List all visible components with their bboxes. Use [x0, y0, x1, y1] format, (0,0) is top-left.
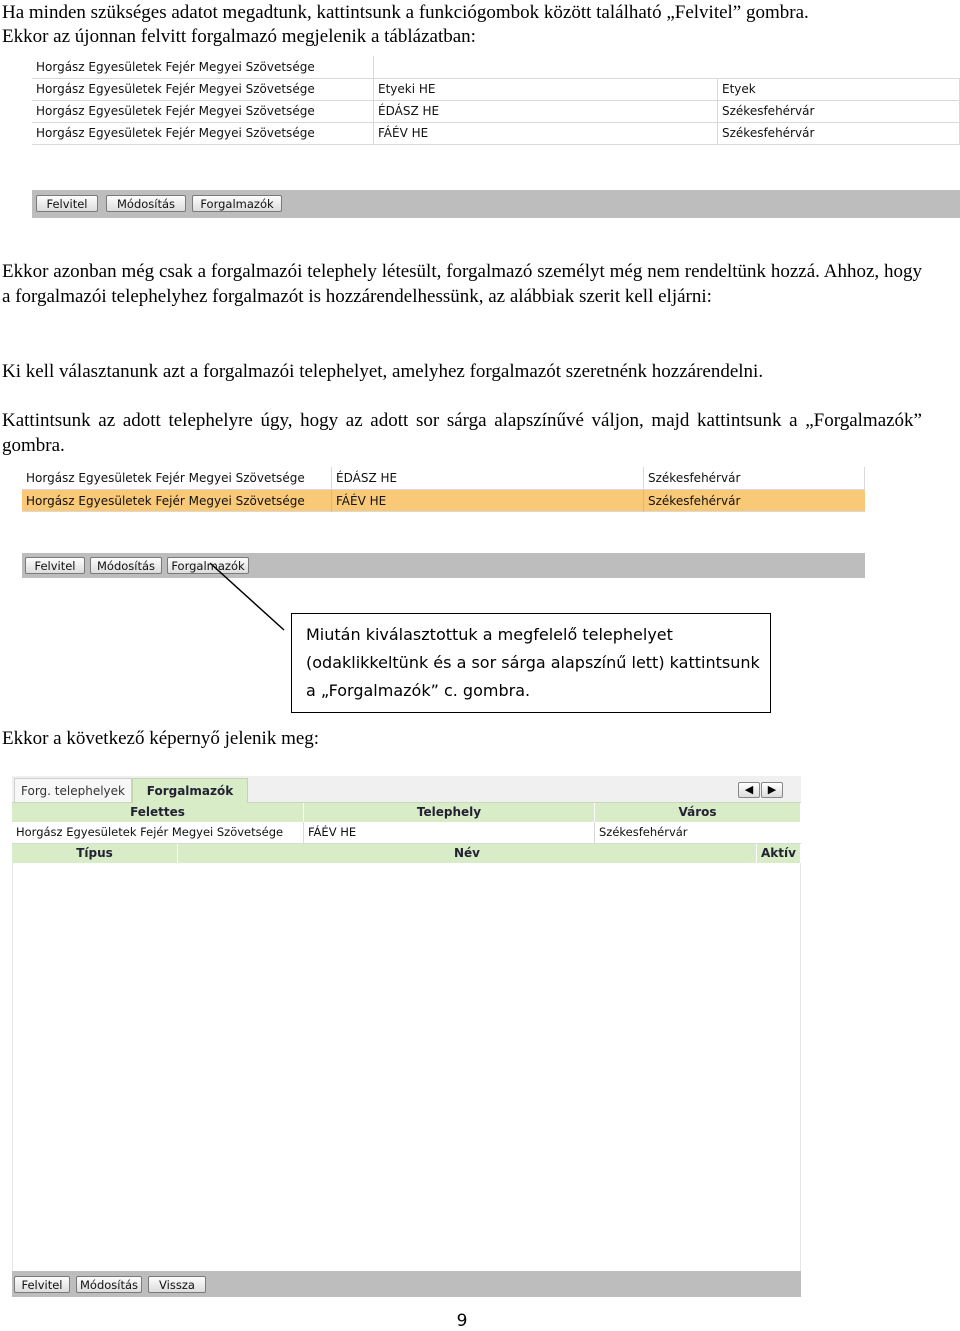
callout-line-1: Miután kiválasztottuk a megfelelő telephelyet — [306, 625, 673, 644]
cell-site: Etyeki HE — [374, 78, 718, 100]
cell-city: Székesfehérvár — [644, 467, 865, 489]
column-header-aktiv[interactable]: Aktív — [757, 844, 801, 863]
chevron-left-icon[interactable]: ◀ — [738, 782, 760, 798]
cell-city: Székesfehérvár — [648, 494, 741, 508]
button-toolbar — [12, 1271, 801, 1297]
cell-telephely: FÁÉV HE — [304, 822, 595, 843]
felvitel-button[interactable]: Felvitel — [25, 557, 85, 574]
cell-name: Horgász Egyesületek Fejér Megyei Szövetsége — [32, 100, 374, 122]
cell-name: Horgász Egyesületek Fejér Megyei Szövetsége — [32, 78, 374, 100]
modositas-button[interactable]: Módosítás — [106, 195, 186, 212]
intro-line-1: Ha minden szükséges adatot megadtunk, kattintsunk a funkciógombok között található „Felvitel” gombra. — [2, 2, 809, 23]
table-row[interactable] — [12, 822, 801, 844]
cell-name: Horgász Egyesületek Fejér Megyei Szövetsége — [22, 467, 332, 489]
page-number: 9 — [456, 1311, 468, 1331]
callout-line-3: a „Forgalmazók” c. gombra. — [306, 681, 531, 700]
paragraph-click-instruction: Kattintsunk az adott telephelyre úgy, hogy az adott sor sárga alapszínűvé váljon, majd kattintsunk a „Forgalmazók” gombra. — [2, 410, 922, 456]
cell-varos: Székesfehérvár — [599, 825, 688, 839]
tab-forg-telephelyek[interactable]: Forg. telephelyek — [14, 778, 132, 802]
forgalmazok-button[interactable]: Forgalmazók — [192, 195, 282, 212]
cell-city: Etyek — [718, 78, 960, 100]
cell-name: Horgász Egyesületek Fejér Megyei Szövetsége — [32, 56, 374, 78]
paragraph-select-site: Ki kell választanunk azt a forgalmazói telephelyet, amelyhez forgalmazót szeretnénk hozzárendelni. — [2, 361, 764, 382]
empty-grid-area — [12, 863, 801, 1271]
modositas-button[interactable]: Módosítás — [90, 557, 162, 574]
tab-forgalmazok[interactable]: Forgalmazók — [132, 778, 248, 803]
paragraph-next-screen: Ekkor a következő képernyő jelenik meg: — [2, 728, 320, 749]
column-header-telephely[interactable]: Telephely — [304, 803, 595, 822]
vissza-button[interactable]: Vissza — [148, 1276, 206, 1293]
cell-city: Székesfehérvár — [718, 122, 960, 144]
cell-site: FÁÉV HE — [332, 490, 644, 512]
callout-box — [291, 613, 771, 713]
column-header-nev[interactable]: Név — [178, 844, 757, 863]
cell-site: ÉDÁSZ HE — [374, 100, 718, 122]
screenshot-forgalmazok-screen — [12, 776, 801, 1297]
cell-name: Horgász Egyesületek Fejér Megyei Szövetsége — [22, 490, 332, 512]
felvitel-button[interactable]: Felvitel — [14, 1276, 70, 1293]
intro-line-2: Ekkor az újonnan felvitt forgalmazó megjelenik a táblázatban: — [2, 26, 476, 47]
chevron-right-icon[interactable]: ▶ — [761, 782, 783, 798]
column-header-varos[interactable]: Város — [595, 803, 801, 822]
cell-site: ÉDÁSZ HE — [332, 467, 644, 489]
cell-city: Székesfehérvár — [718, 100, 960, 122]
cell-site: FÁÉV HE — [374, 122, 718, 144]
column-header-felettes[interactable]: Felettes — [12, 803, 304, 822]
forgalmazok-button[interactable]: Forgalmazók — [167, 557, 249, 574]
callout-line-2: (odaklikkeltünk és a sor sárga alapszínű lett) kattintsunk — [306, 653, 760, 672]
cell-felettes: Horgász Egyesületek Fejér Megyei Szövetsége — [12, 822, 304, 843]
modositas-button[interactable]: Módosítás — [76, 1276, 142, 1293]
paragraph-explanation: Ekkor azonban még csak a forgalmazói telephely létesült, forgalmazó személyt még nem rendeltünk hozzá. Ahhoz, hogy a forgalmazói telephelyhez forgalmazót is hozzárendelhessünk, az alábbiak szerit kell eljárni: — [2, 261, 922, 307]
cell-name: Horgász Egyesületek Fejér Megyei Szövetsége — [32, 122, 374, 144]
column-header-tipus[interactable]: Típus — [12, 844, 178, 863]
felvitel-button[interactable]: Felvitel — [36, 195, 98, 212]
